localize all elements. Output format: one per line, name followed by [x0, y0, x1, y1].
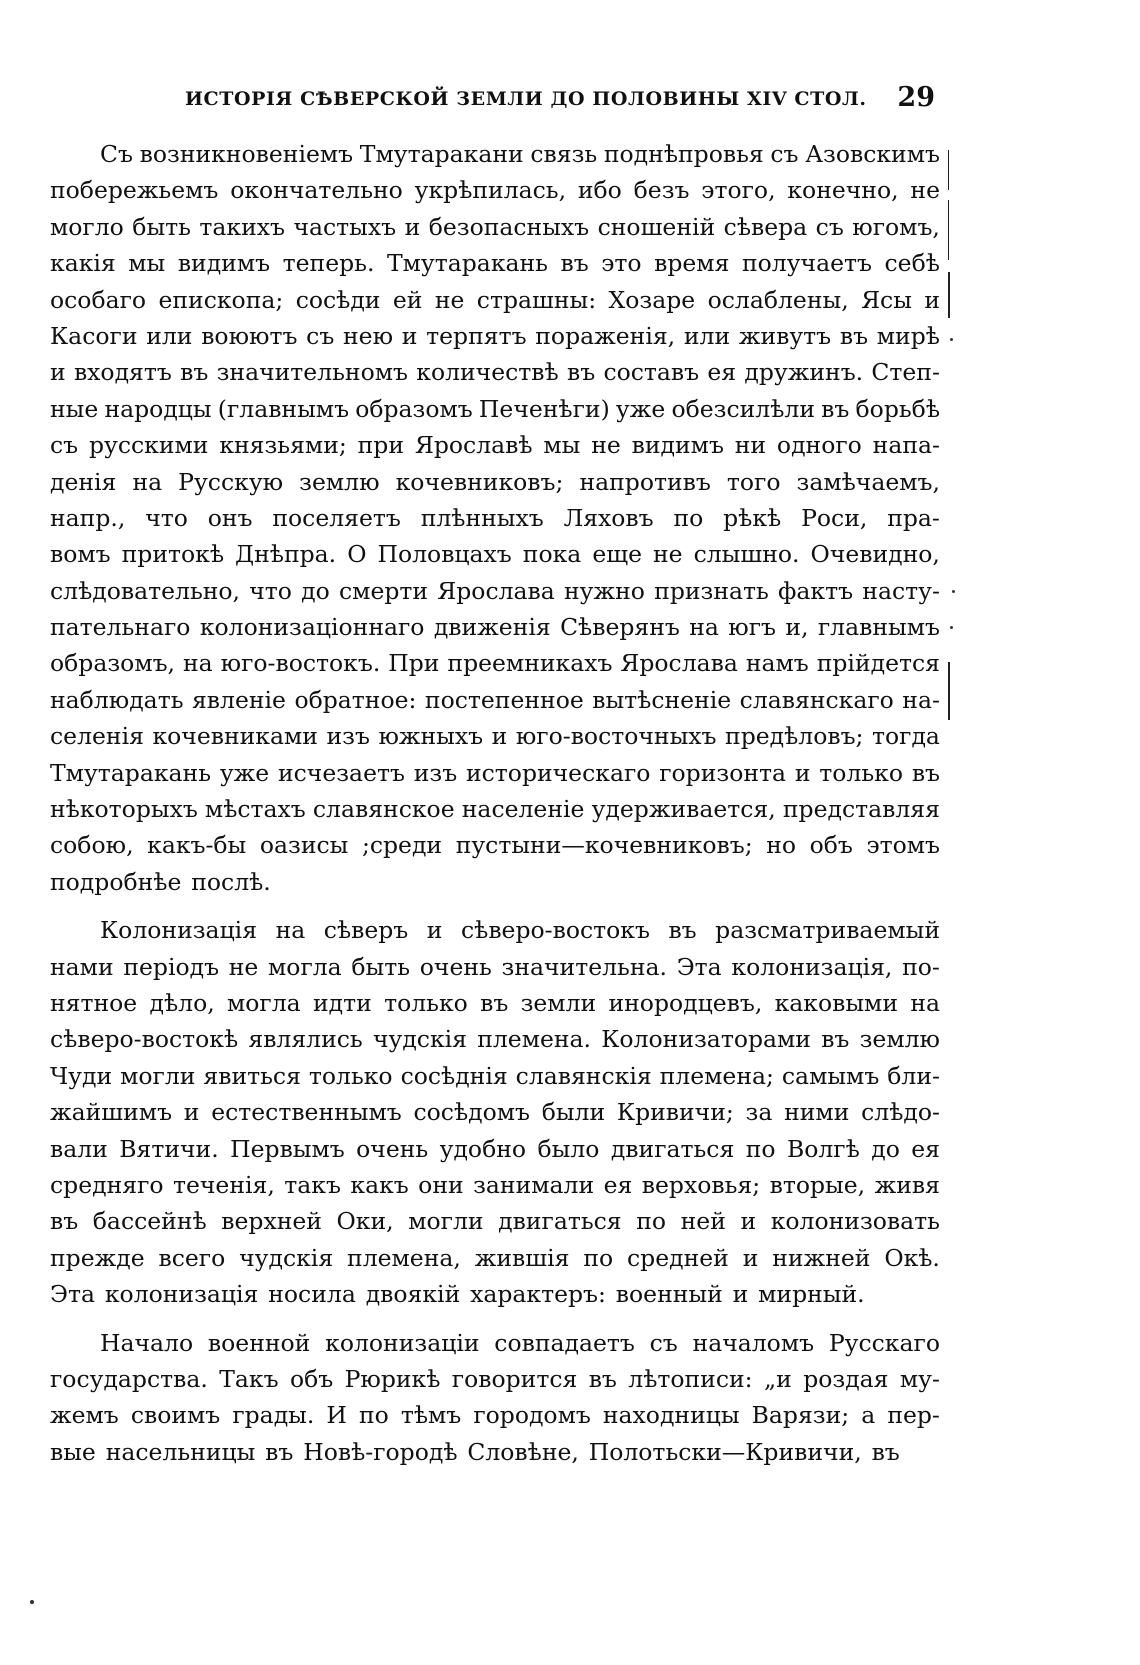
paragraph [50, 136, 940, 900]
text-line: нятное дѣло, могла идти только въ земли инородцевъ, каковыми на [50, 988, 940, 1017]
text-line: Эта колонизація носила двоякій характеръ: военный и мирный. [50, 1280, 865, 1309]
text-line: государства. Такъ объ Рюрикѣ говорится въ лѣтописи: „и роздая му- [50, 1364, 940, 1393]
margin-mark [948, 200, 949, 260]
text-line: вые насельницы въ Новѣ-городѣ Словѣне, Полотьски—Кривичи, въ [50, 1437, 900, 1466]
text-line: вомъ притокѣ Днѣпра. О Половцахъ пока еще не слышно. Очевидно, [50, 540, 940, 569]
text-line: могло быть такихъ частыхъ и безопасныхъ сношеній сѣвера съ югомъ, [50, 212, 940, 241]
text-line: ные народцы (главнымъ образомъ Печенѣги) уже обезсилѣли въ борьбѣ [50, 394, 940, 423]
text-line: средняго теченія, такъ какъ они занимали ея верховья; вторые, живя [50, 1170, 940, 1199]
text-line: какія мы видимъ теперь. Тмутаракань въ это время получаетъ себѣ [50, 249, 940, 278]
text-line: нѣкоторыхъ мѣстахъ славянское населеніе удерживается, представляя [50, 795, 940, 824]
page-number: 29 [897, 82, 935, 113]
text-line: нами періодъ не могла быть очень значительна. Эта колонизація, по- [50, 952, 940, 981]
text-line: напр., что онъ поселяетъ плѣнныхъ Ляховъ по рѣкѣ Роси, пра- [50, 503, 940, 532]
text-line: сѣверо-востокѣ являлись чудскія племена. Колонизаторами въ землю [50, 1025, 940, 1054]
text-line: наблюдать явленіе обратное: постепенное вытѣсненіе славянскаго на- [50, 685, 940, 714]
text-line: Съ возникновеніемъ Тмутаракани связь поднѣпровья съ Азовскимъ [100, 140, 940, 168]
print-speck [952, 590, 955, 593]
margin-mark [948, 272, 950, 318]
text-line: Колонизація на сѣверъ и сѣверо-востокъ въ разсматриваемый [100, 916, 940, 945]
text-line: Тмутаракань уже исчезаетъ изъ историческаго горизонта и только въ [50, 758, 940, 787]
text-line: Начало военной колонизаціи совпадаетъ съ началомъ Русскаго [100, 1328, 940, 1357]
print-speck [30, 1600, 34, 1604]
text-line: собою, какъ-бы оазисы ;среди пустыни—кочевниковъ; но объ этомъ [50, 831, 940, 860]
text-line: Касоги или воюютъ съ нею и терпятъ пораженія, или живутъ въ мирѣ [50, 321, 940, 350]
text-line: прежде всего чудскія племена, жившія по средней и нижней Окѣ. [50, 1243, 940, 1272]
text-line: селенія кочевниками изъ южныхъ и юго-восточныхъ предѣловъ; тогда [50, 722, 940, 751]
text-line: и входятъ въ значительномъ количествѣ въ составъ ея дружинъ. Степ- [50, 358, 940, 387]
text-line: побережьемъ окончательно укрѣпилась, ибо безъ этого, конечно, не [50, 176, 940, 205]
margin-mark [948, 150, 949, 190]
running-head [185, 84, 935, 120]
text-line: особаго епископа; сосѣди ей не страшны: Хозаре ослаблены, Ясы и [50, 285, 940, 314]
text-line: жемъ своимъ грады. И по тѣмъ городомъ находницы Варязи; а пер- [50, 1401, 940, 1430]
text-line: денія на Русскую землю кочевниковъ; напротивъ того замѣчаемъ, [50, 467, 940, 496]
text-line: жайшимъ и естественнымъ сосѣдомъ были Кривичи; за ними слѣдо- [50, 1098, 940, 1127]
text-line: въ бассейнѣ верхней Оки, могли двигаться по ней и колонизовать [50, 1207, 940, 1236]
text-line: подробнѣе послѣ. [50, 867, 271, 896]
running-title: ИСТОРІЯ СѢВЕРСКОЙ ЗЕМЛИ ДО ПОЛОВИНЫ XIV СТОЛ. [185, 88, 867, 110]
text-line: образомъ, на юго-востокъ. При преемникахъ Ярослава намъ прійдется [50, 649, 940, 678]
print-speck [950, 338, 953, 341]
margin-mark [948, 662, 950, 720]
text-line: пательнаго колонизаціоннаго движенія Сѣверянъ на югъ и, главнымъ [50, 613, 940, 642]
print-speck [950, 626, 953, 629]
text-line: слѣдовательно, что до смерти Ярослава нужно признать фактъ насту- [50, 576, 940, 605]
body-text [50, 136, 940, 1470]
text-line: вали Вятичи. Первымъ очень удобно было двигаться по Волгѣ до ея [50, 1134, 940, 1163]
text-line: съ русскими князьями; при Ярославѣ мы не видимъ ни одного напа- [50, 431, 940, 460]
paragraph [50, 912, 940, 1312]
text-line: Чуди могли явиться только сосѣднія славянскія племена; самымъ бли- [50, 1061, 940, 1090]
paragraph [50, 1325, 940, 1471]
